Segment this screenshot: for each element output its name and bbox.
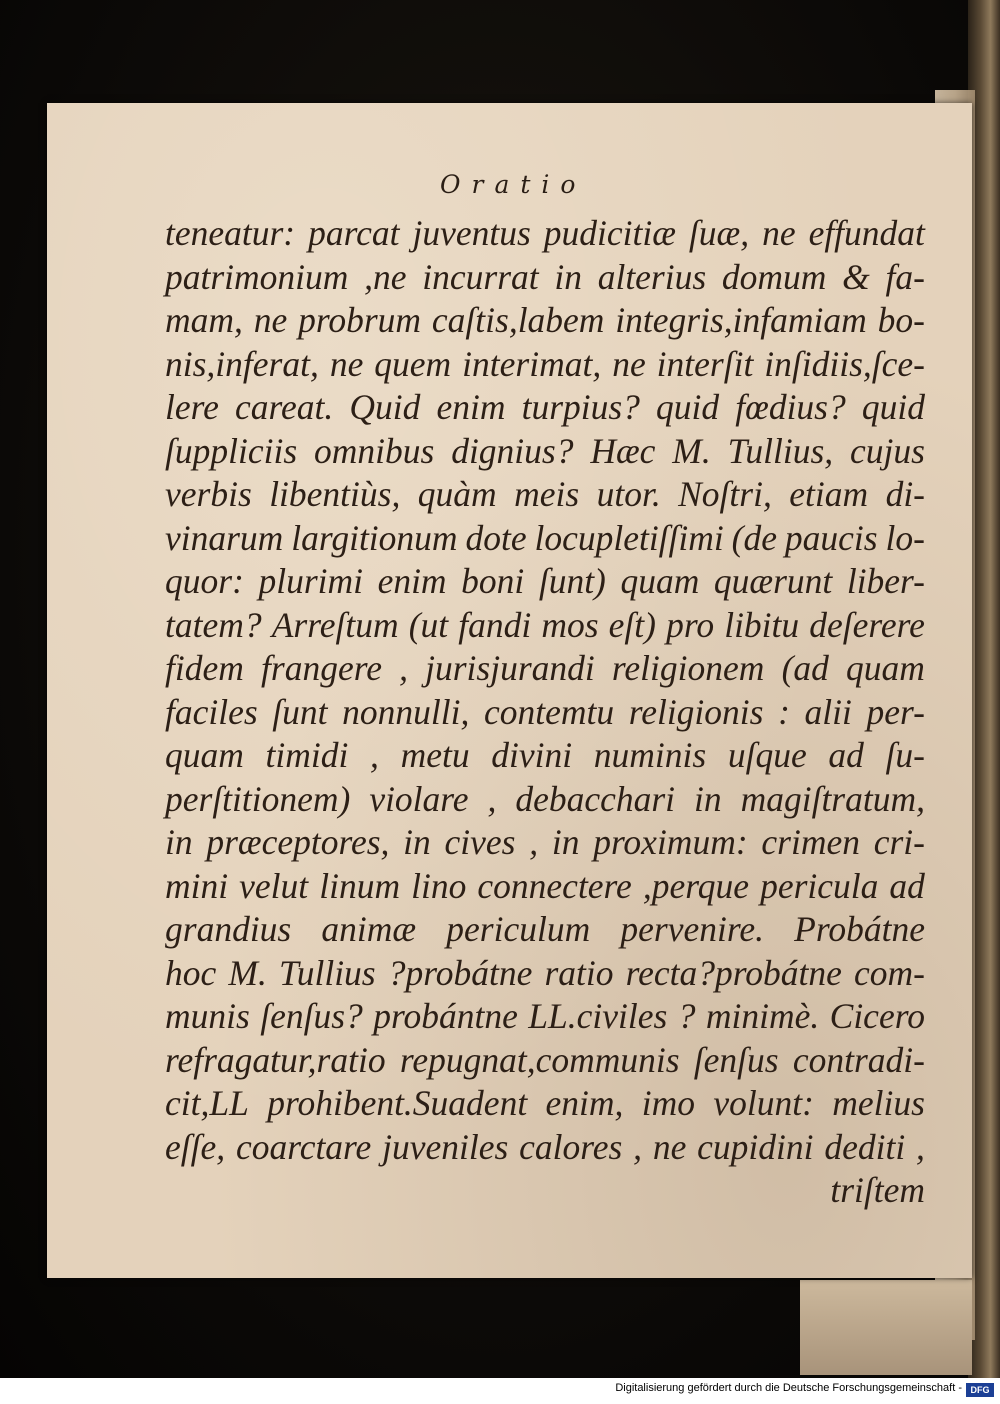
text-line: ſuppliciis omnibus dignius? Hæc M. Tullius, cujus [165, 430, 925, 471]
footer-bar [0, 1378, 1000, 1404]
text-line: faciles ſunt nonnulli, contemtu religionis : alii per- [165, 691, 925, 732]
text-line: grandius animæ periculum pervenire. Probátne [165, 909, 925, 949]
text-line: munis ſenſus? probántne LL.civiles ? minimè. Cicero [165, 996, 925, 1036]
text-line: mam, ne probrum caſtis,labem integris,infamiam bo- [165, 300, 925, 340]
text-line: quam timidi , metu divini numinis uſque ad ſu- [165, 735, 925, 775]
body-text [165, 212, 925, 1213]
text-line: nis,inferat, ne quem interimat, ne interſit inſidiis,ſce- [165, 343, 925, 384]
text-line: teneatur: parcat juventus pudicitiæ ſuæ, ne effundat [165, 213, 925, 253]
text-line: perſtitionem) violare , debacchari in magiſtratum, [165, 778, 925, 819]
text-line: in præceptores, in cives , in proximum: crimen cri- [165, 822, 925, 862]
page-corner [800, 1280, 972, 1375]
footer-credit: Digitalisierung gefördert durch die Deutsche Forschungsgemeinschaft - [615, 1382, 962, 1394]
running-head: Oratio [440, 170, 587, 199]
text-line: verbis libentiùs, quàm meis utor. Noſtri, etiam di- [165, 474, 925, 514]
text-line: hoc M. Tullius ?probátne ratio recta?probátne com- [165, 952, 925, 993]
dfg-logo: DFG [966, 1383, 994, 1397]
text-line: refragatur,ratio repugnat,communis ſenſus contradi- [165, 1039, 925, 1080]
text-line: cit,LL prohibent.Suadent enim, imo volunt: melius [165, 1083, 925, 1123]
text-line: fidem frangere , jurisjurandi religionem (ad quam [165, 648, 925, 688]
text-line: patrimonium ,ne incurrat in alterius domum & fa- [165, 256, 925, 297]
text-line: tatem? Arreſtum (ut fandi mos eſt) pro libitu deſerere [165, 604, 925, 645]
text-line: mini velut linum lino connectere ,perque pericula ad [165, 865, 925, 906]
text-line: lere careat. Quid enim turpius? quid fœdius? quid [165, 387, 925, 427]
text-line: quor: plurimi enim boni ſunt) quam quærunt liber- [165, 561, 925, 601]
text-line: vinarum largitionum dote locupletiſſimi (de paucis lo- [165, 517, 925, 558]
catchword: triſtem [830, 1170, 925, 1210]
text-line: eſſe, coarctare juveniles calores , ne cupidini dediti , [165, 1126, 925, 1167]
